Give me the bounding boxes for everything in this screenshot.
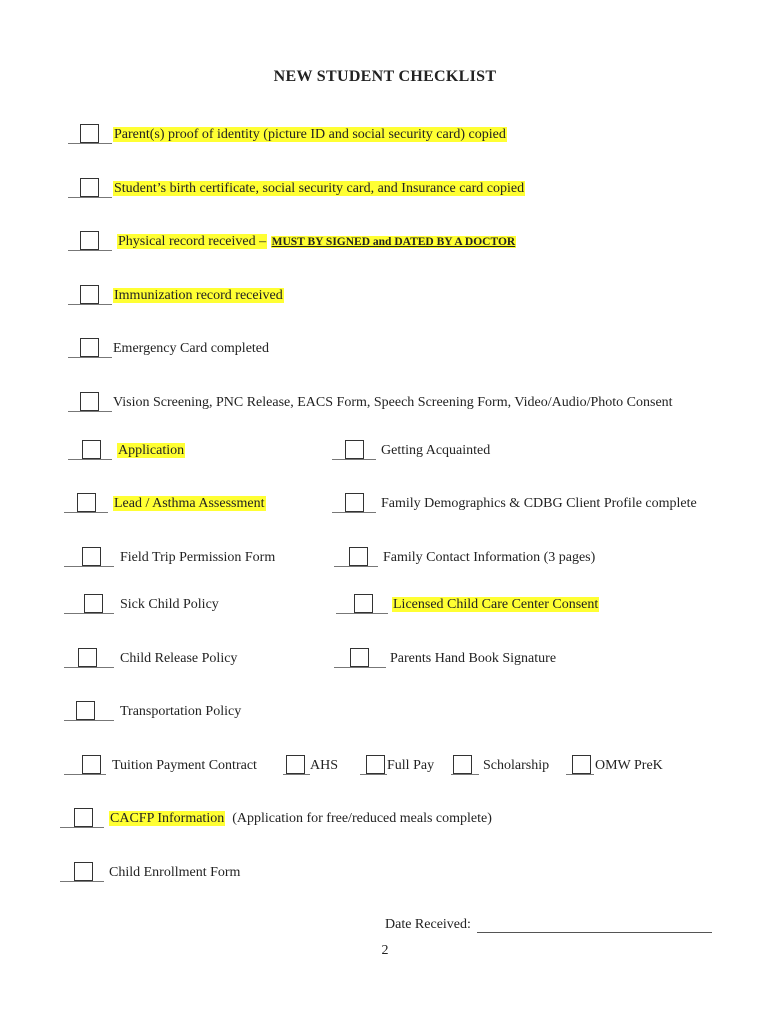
checkbox[interactable]: [345, 493, 364, 512]
item-label: Parent(s) proof of identity (picture ID and social security card) copied: [114, 127, 506, 142]
item-birth-cert: [68, 172, 568, 200]
checkbox[interactable]: [80, 338, 99, 357]
checkbox[interactable]: [82, 440, 101, 459]
item-vision: [68, 386, 748, 414]
checkbox[interactable]: [80, 178, 99, 197]
item-label: Tuition Payment Contract: [112, 758, 257, 773]
option-label: OMW PreK: [595, 758, 663, 773]
option-omw-prek: [566, 749, 696, 777]
option-ahs: [283, 749, 363, 777]
blank-line: [64, 720, 114, 721]
checkbox[interactable]: [77, 493, 96, 512]
checkbox[interactable]: [572, 755, 591, 774]
item-label: Licensed Child Care Center Consent: [393, 597, 599, 612]
blank-line: [64, 512, 108, 513]
item-label: Parents Hand Book Signature: [390, 651, 557, 666]
date-received: [385, 917, 712, 933]
blank-line: [68, 411, 112, 412]
checkbox[interactable]: [80, 231, 99, 250]
checkbox[interactable]: [286, 755, 305, 774]
item-label: Lead / Asthma Assessment: [114, 496, 265, 511]
item-physical: [68, 225, 568, 253]
blank-line: [68, 304, 112, 305]
blank-line: [451, 774, 479, 775]
item-transportation: [64, 695, 284, 723]
item-label: Vision Screening, PNC Release, EACS Form, Speech Screening Form, Video/Audio/Photo Consent: [113, 395, 673, 410]
blank-line: [283, 774, 310, 775]
item-label: Child Enrollment Form: [109, 865, 241, 880]
option-label: AHS: [310, 758, 339, 773]
item-licensed-consent: [336, 588, 636, 616]
blank-line: [334, 667, 386, 668]
checkbox[interactable]: [74, 808, 93, 827]
item-label: Physical record received –: [118, 234, 267, 249]
checkbox[interactable]: [80, 124, 99, 143]
item-application: [68, 434, 268, 462]
page-title: NEW STUDENT CHECKLIST: [273, 68, 497, 85]
blank-line: [64, 667, 114, 668]
option-label: Full Pay: [387, 758, 435, 773]
checkbox[interactable]: [82, 547, 101, 566]
checkbox[interactable]: [82, 755, 101, 774]
page-number: 2: [381, 943, 389, 958]
checkbox[interactable]: [349, 547, 368, 566]
item-label: Emergency Card completed: [113, 341, 270, 356]
item-emergency: [68, 332, 368, 360]
item-label: CACFP Information: [110, 811, 225, 826]
checkbox[interactable]: [80, 285, 99, 304]
blank-line: [60, 881, 104, 882]
checkbox[interactable]: [84, 594, 103, 613]
item-label: Family Contact Information (3 pages): [383, 550, 596, 565]
date-received-label: Date Received:: [385, 917, 471, 932]
item-label: Immunization record received: [114, 288, 283, 303]
blank-line: [64, 566, 114, 567]
option-full-pay: [360, 749, 460, 777]
item-sick-child: [64, 588, 264, 616]
option-scholarship: [451, 749, 571, 777]
blank-line: [64, 774, 106, 775]
blank-line: [64, 613, 114, 614]
item-label: Student’s birth certificate, social security card, and Insurance card copied: [114, 181, 525, 196]
blank-line: [68, 250, 112, 251]
blank-line: [360, 774, 387, 775]
item-tuition: [64, 749, 284, 777]
blank-line: [68, 197, 112, 198]
checkbox[interactable]: [74, 862, 93, 881]
item-label: Field Trip Permission Form: [120, 550, 276, 565]
checkbox[interactable]: [350, 648, 369, 667]
blank-line: [68, 143, 112, 144]
item-label: Getting Acquainted: [381, 443, 491, 458]
item-lead-asthma: [64, 487, 294, 515]
item-label: Sick Child Policy: [120, 597, 219, 612]
item-label: Child Release Policy: [120, 651, 238, 666]
item-getting-acquainted: [332, 434, 532, 462]
item-label: Transportation Policy: [120, 704, 242, 719]
item-child-release: [64, 642, 284, 670]
blank-line: [60, 827, 104, 828]
item-family-demographics: [332, 487, 752, 515]
blank-line: [68, 459, 112, 460]
checkbox[interactable]: [345, 440, 364, 459]
checkbox[interactable]: [354, 594, 373, 613]
checkbox[interactable]: [78, 648, 97, 667]
item-cacfp: [60, 802, 540, 830]
option-label: Scholarship: [483, 758, 550, 773]
item-label: Application: [118, 443, 185, 458]
checkbox[interactable]: [76, 701, 95, 720]
blank-line: [68, 357, 112, 358]
doctor-note: MUST BY SIGNED and DATED BY A DOCTOR: [271, 236, 516, 248]
item-family-contact: [334, 541, 634, 569]
cacfp-note: (Application for free/reduced meals complete): [232, 811, 492, 826]
item-label: Family Demographics & CDBG Client Profile complete: [381, 496, 697, 511]
item-enrollment: [60, 856, 280, 884]
blank-line: [334, 566, 378, 567]
checkbox[interactable]: [80, 392, 99, 411]
item-field-trip: [64, 541, 304, 569]
item-handbook: [334, 642, 594, 670]
item-immunization: [68, 279, 368, 307]
blank-line: [336, 613, 388, 614]
blank-line: [566, 774, 594, 775]
item-parent-id: [68, 118, 548, 146]
checkbox[interactable]: [366, 755, 385, 774]
blank-line: [332, 459, 376, 460]
date-received-field[interactable]: [477, 918, 712, 933]
blank-line: [332, 512, 376, 513]
checkbox[interactable]: [453, 755, 472, 774]
